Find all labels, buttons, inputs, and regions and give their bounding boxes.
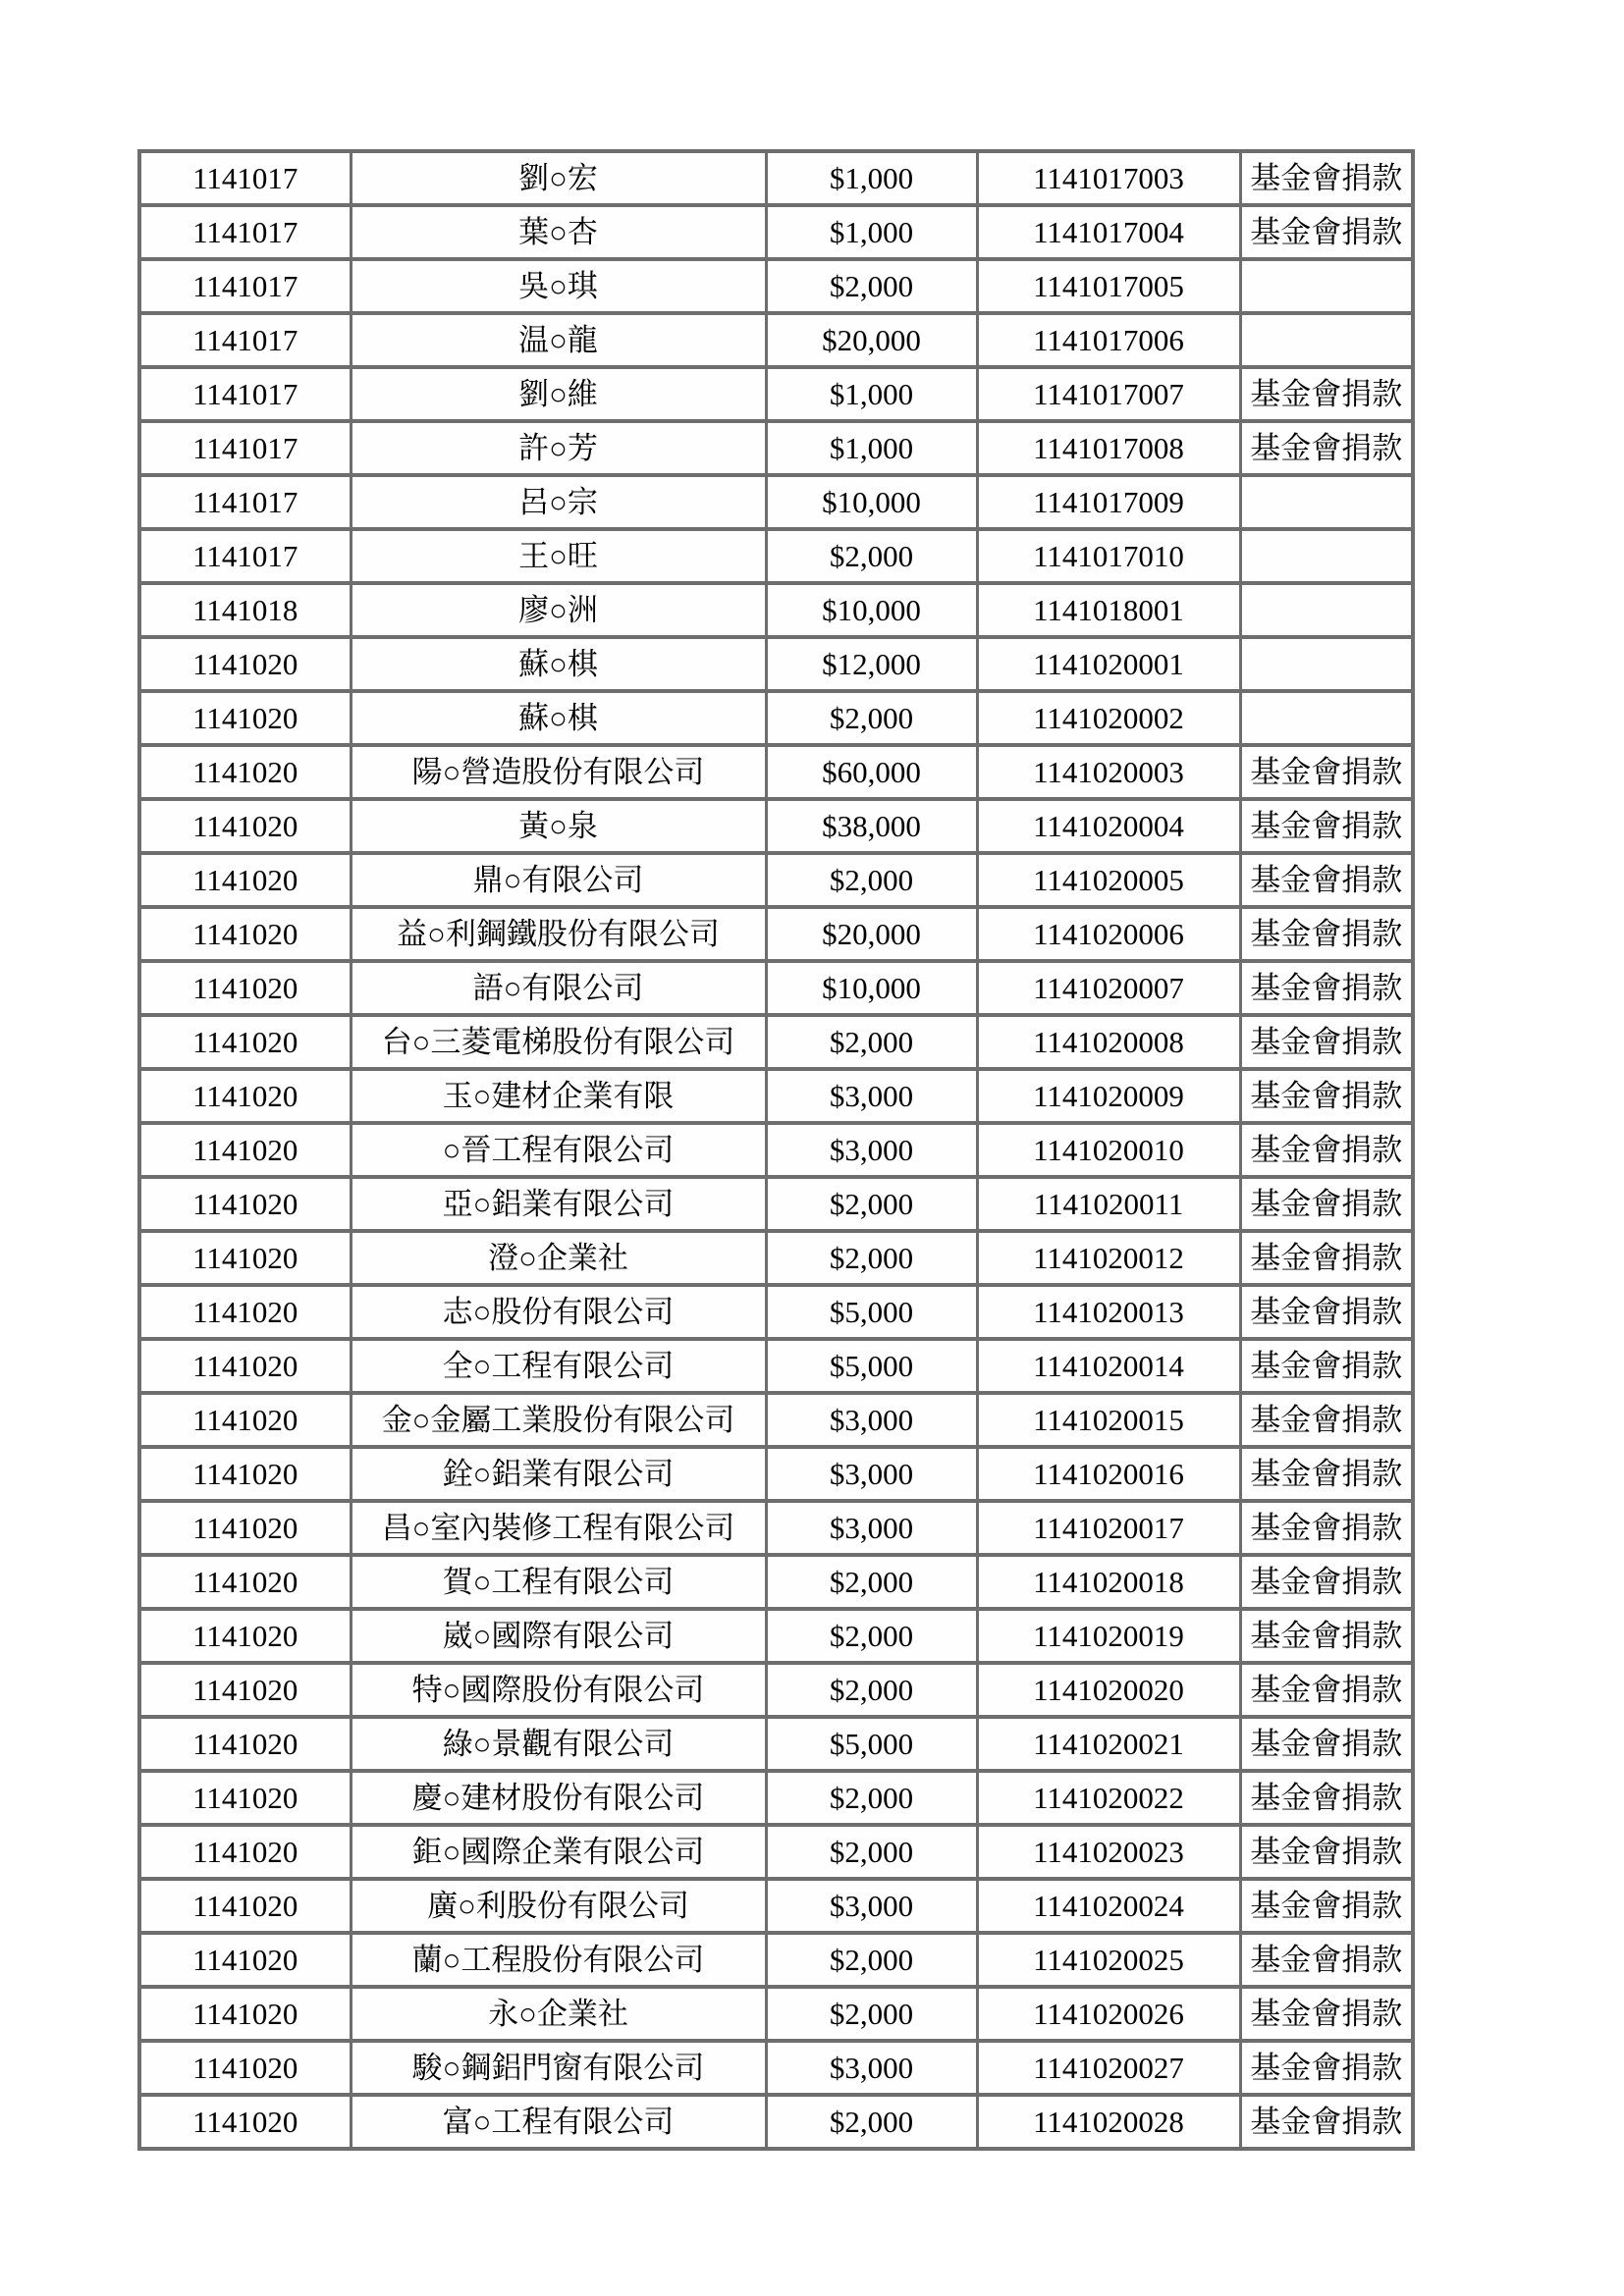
note-cell: 基金會捐款 [1240,1879,1413,1933]
donor-cell: 蘇○棋 [351,637,766,691]
note-cell: 基金會捐款 [1240,1987,1413,2041]
receipt-number-cell: 1141020013 [977,1285,1240,1339]
receipt-number-cell: 1141020024 [977,1879,1240,1933]
donor-cell: 語○有限公司 [351,961,766,1015]
table-row [139,1231,1413,1285]
date-cell: 1141017 [139,421,351,475]
donor-cell: 台○三菱電梯股份有限公司 [351,1015,766,1069]
receipt-number-cell: 1141017009 [977,475,1240,529]
table-row [139,1825,1413,1879]
note-cell: 基金會捐款 [1240,1717,1413,1771]
donor-cell: 黃○泉 [351,799,766,853]
amount-cell: $2,000 [766,529,977,583]
receipt-number-cell: 1141020028 [977,2095,1240,2149]
date-cell: 1141020 [139,2041,351,2095]
date-cell: 1141018 [139,583,351,637]
amount-cell: $2,000 [766,1825,977,1879]
table-row [139,1501,1413,1555]
table-row [139,313,1413,367]
donor-cell: 陽○營造股份有限公司 [351,745,766,799]
table-row [139,1123,1413,1177]
donor-cell: 銓○鋁業有限公司 [351,1447,766,1501]
amount-cell: $1,000 [766,205,977,259]
donor-cell: 全○工程有限公司 [351,1339,766,1393]
amount-cell: $2,000 [766,1177,977,1231]
donation-ledger-table [137,149,1415,2151]
donor-cell: 葉○杏 [351,205,766,259]
donor-cell: 崴○國際有限公司 [351,1609,766,1663]
table-row [139,799,1413,853]
receipt-number-cell: 1141020009 [977,1069,1240,1123]
date-cell: 1141020 [139,961,351,1015]
note-cell: 基金會捐款 [1240,1285,1413,1339]
date-cell: 1141020 [139,2095,351,2149]
receipt-number-cell: 1141020025 [977,1933,1240,1987]
table-row [139,1015,1413,1069]
amount-cell: $10,000 [766,583,977,637]
date-cell: 1141017 [139,475,351,529]
receipt-number-cell: 1141020014 [977,1339,1240,1393]
table-row [139,205,1413,259]
table-row [139,475,1413,529]
table-row [139,1987,1413,2041]
note-cell: 基金會捐款 [1240,1933,1413,1987]
donor-cell: 劉○宏 [351,151,766,205]
amount-cell: $60,000 [766,745,977,799]
table-row [139,1177,1413,1231]
table-row [139,1717,1413,1771]
note-cell: 基金會捐款 [1240,1555,1413,1609]
receipt-number-cell: 1141017004 [977,205,1240,259]
date-cell: 1141017 [139,205,351,259]
donor-cell: 廣○利股份有限公司 [351,1879,766,1933]
table-row [139,1339,1413,1393]
note-cell: 基金會捐款 [1240,799,1413,853]
receipt-number-cell: 1141017010 [977,529,1240,583]
date-cell: 1141020 [139,1447,351,1501]
amount-cell: $2,000 [766,1987,977,2041]
note-cell [1240,637,1413,691]
table-row [139,1447,1413,1501]
receipt-number-cell: 1141020003 [977,745,1240,799]
amount-cell: $2,000 [766,1771,977,1825]
note-cell: 基金會捐款 [1240,151,1413,205]
date-cell: 1141020 [139,1231,351,1285]
donor-cell: 王○旺 [351,529,766,583]
table-row [139,1285,1413,1339]
table-row [139,367,1413,421]
receipt-number-cell: 1141017005 [977,259,1240,313]
amount-cell: $3,000 [766,1879,977,1933]
table-row [139,2041,1413,2095]
table-row [139,259,1413,313]
note-cell: 基金會捐款 [1240,1609,1413,1663]
amount-cell: $3,000 [766,2041,977,2095]
date-cell: 1141020 [139,1825,351,1879]
note-cell: 基金會捐款 [1240,745,1413,799]
donor-cell: 温○龍 [351,313,766,367]
donor-cell: 蘇○棋 [351,691,766,745]
note-cell: 基金會捐款 [1240,1663,1413,1717]
receipt-number-cell: 1141020002 [977,691,1240,745]
date-cell: 1141020 [139,1879,351,1933]
table-row [139,1933,1413,1987]
date-cell: 1141017 [139,529,351,583]
amount-cell: $2,000 [766,1663,977,1717]
donor-cell: 劉○維 [351,367,766,421]
amount-cell: $20,000 [766,313,977,367]
amount-cell: $2,000 [766,691,977,745]
note-cell: 基金會捐款 [1240,1123,1413,1177]
note-cell: 基金會捐款 [1240,1825,1413,1879]
amount-cell: $2,000 [766,1933,977,1987]
date-cell: 1141020 [139,745,351,799]
date-cell: 1141020 [139,1717,351,1771]
receipt-number-cell: 1141020022 [977,1771,1240,1825]
note-cell: 基金會捐款 [1240,1447,1413,1501]
note-cell: 基金會捐款 [1240,907,1413,961]
receipt-number-cell: 1141020023 [977,1825,1240,1879]
amount-cell: $12,000 [766,637,977,691]
note-cell: 基金會捐款 [1240,1771,1413,1825]
note-cell: 基金會捐款 [1240,1393,1413,1447]
date-cell: 1141020 [139,1015,351,1069]
amount-cell: $2,000 [766,1231,977,1285]
amount-cell: $3,000 [766,1447,977,1501]
receipt-number-cell: 1141020012 [977,1231,1240,1285]
receipt-number-cell: 1141018001 [977,583,1240,637]
date-cell: 1141017 [139,259,351,313]
note-cell [1240,259,1413,313]
receipt-number-cell: 1141020017 [977,1501,1240,1555]
amount-cell: $1,000 [766,367,977,421]
table-row [139,2095,1413,2149]
date-cell: 1141020 [139,1285,351,1339]
date-cell: 1141020 [139,907,351,961]
note-cell [1240,583,1413,637]
date-cell: 1141020 [139,691,351,745]
table-row [139,637,1413,691]
date-cell: 1141020 [139,1987,351,2041]
table-row [139,529,1413,583]
donor-cell: 金○金屬工業股份有限公司 [351,1393,766,1447]
amount-cell: $5,000 [766,1285,977,1339]
amount-cell: $2,000 [766,259,977,313]
amount-cell: $10,000 [766,961,977,1015]
amount-cell: $3,000 [766,1501,977,1555]
note-cell [1240,529,1413,583]
table-row [139,907,1413,961]
date-cell: 1141020 [139,1123,351,1177]
receipt-number-cell: 1141020019 [977,1609,1240,1663]
table-row [139,1393,1413,1447]
donor-cell: 益○利鋼鐵股份有限公司 [351,907,766,961]
amount-cell: $5,000 [766,1339,977,1393]
note-cell [1240,691,1413,745]
amount-cell: $2,000 [766,1609,977,1663]
receipt-number-cell: 1141020027 [977,2041,1240,2095]
table-row [139,583,1413,637]
donor-cell: 永○企業社 [351,1987,766,2041]
receipt-number-cell: 1141020008 [977,1015,1240,1069]
receipt-number-cell: 1141020010 [977,1123,1240,1177]
table-row [139,1609,1413,1663]
amount-cell: $20,000 [766,907,977,961]
receipt-number-cell: 1141020007 [977,961,1240,1015]
note-cell [1240,313,1413,367]
receipt-number-cell: 1141020006 [977,907,1240,961]
receipt-number-cell: 1141020026 [977,1987,1240,2041]
amount-cell: $2,000 [766,2095,977,2149]
date-cell: 1141020 [139,1555,351,1609]
donor-cell: 駿○鋼鋁門窗有限公司 [351,2041,766,2095]
receipt-number-cell: 1141020001 [977,637,1240,691]
receipt-number-cell: 1141020011 [977,1177,1240,1231]
donor-cell: 吳○琪 [351,259,766,313]
table-row [139,1663,1413,1717]
receipt-number-cell: 1141020005 [977,853,1240,907]
date-cell: 1141020 [139,853,351,907]
table-row [139,691,1413,745]
note-cell: 基金會捐款 [1240,1231,1413,1285]
note-cell: 基金會捐款 [1240,367,1413,421]
receipt-number-cell: 1141017006 [977,313,1240,367]
table-row [139,1555,1413,1609]
table-row [139,1879,1413,1933]
amount-cell: $38,000 [766,799,977,853]
table-row [139,421,1413,475]
donor-cell: 玉○建材企業有限 [351,1069,766,1123]
table-row [139,151,1413,205]
amount-cell: $2,000 [766,853,977,907]
amount-cell: $5,000 [766,1717,977,1771]
amount-cell: $3,000 [766,1069,977,1123]
date-cell: 1141020 [139,1339,351,1393]
date-cell: 1141020 [139,799,351,853]
donor-cell: 澄○企業社 [351,1231,766,1285]
note-cell: 基金會捐款 [1240,421,1413,475]
donor-cell: 特○國際股份有限公司 [351,1663,766,1717]
date-cell: 1141020 [139,1933,351,1987]
receipt-number-cell: 1141017008 [977,421,1240,475]
donor-cell: 鼎○有限公司 [351,853,766,907]
donor-cell: 亞○鋁業有限公司 [351,1177,766,1231]
receipt-number-cell: 1141017003 [977,151,1240,205]
note-cell [1240,475,1413,529]
donor-cell: 蘭○工程股份有限公司 [351,1933,766,1987]
donor-cell: ○晉工程有限公司 [351,1123,766,1177]
table-row [139,853,1413,907]
donor-cell: 富○工程有限公司 [351,2095,766,2149]
date-cell: 1141017 [139,367,351,421]
amount-cell: $2,000 [766,1555,977,1609]
amount-cell: $1,000 [766,421,977,475]
date-cell: 1141017 [139,151,351,205]
amount-cell: $3,000 [766,1123,977,1177]
date-cell: 1141020 [139,637,351,691]
donor-cell: 賀○工程有限公司 [351,1555,766,1609]
donor-cell: 綠○景觀有限公司 [351,1717,766,1771]
donor-cell: 廖○洲 [351,583,766,637]
date-cell: 1141020 [139,1177,351,1231]
note-cell: 基金會捐款 [1240,1069,1413,1123]
donor-cell: 志○股份有限公司 [351,1285,766,1339]
donor-cell: 許○芳 [351,421,766,475]
date-cell: 1141020 [139,1393,351,1447]
note-cell: 基金會捐款 [1240,2041,1413,2095]
date-cell: 1141020 [139,1069,351,1123]
note-cell: 基金會捐款 [1240,853,1413,907]
date-cell: 1141020 [139,1501,351,1555]
note-cell: 基金會捐款 [1240,1339,1413,1393]
table-row [139,745,1413,799]
amount-cell: $3,000 [766,1393,977,1447]
receipt-number-cell: 1141020018 [977,1555,1240,1609]
date-cell: 1141020 [139,1771,351,1825]
table-row [139,961,1413,1015]
donation-table-body [139,151,1413,2149]
note-cell: 基金會捐款 [1240,2095,1413,2149]
note-cell: 基金會捐款 [1240,205,1413,259]
donor-cell: 慶○建材股份有限公司 [351,1771,766,1825]
receipt-number-cell: 1141017007 [977,367,1240,421]
receipt-number-cell: 1141020016 [977,1447,1240,1501]
date-cell: 1141017 [139,313,351,367]
receipt-number-cell: 1141020015 [977,1393,1240,1447]
amount-cell: $10,000 [766,475,977,529]
donor-cell: 鉅○國際企業有限公司 [351,1825,766,1879]
amount-cell: $1,000 [766,151,977,205]
date-cell: 1141020 [139,1609,351,1663]
note-cell: 基金會捐款 [1240,1177,1413,1231]
donor-cell: 昌○室內裝修工程有限公司 [351,1501,766,1555]
table-row [139,1771,1413,1825]
receipt-number-cell: 1141020021 [977,1717,1240,1771]
note-cell: 基金會捐款 [1240,1501,1413,1555]
note-cell: 基金會捐款 [1240,961,1413,1015]
amount-cell: $2,000 [766,1015,977,1069]
note-cell: 基金會捐款 [1240,1015,1413,1069]
receipt-number-cell: 1141020020 [977,1663,1240,1717]
donor-cell: 呂○宗 [351,475,766,529]
table-row [139,1069,1413,1123]
receipt-number-cell: 1141020004 [977,799,1240,853]
date-cell: 1141020 [139,1663,351,1717]
